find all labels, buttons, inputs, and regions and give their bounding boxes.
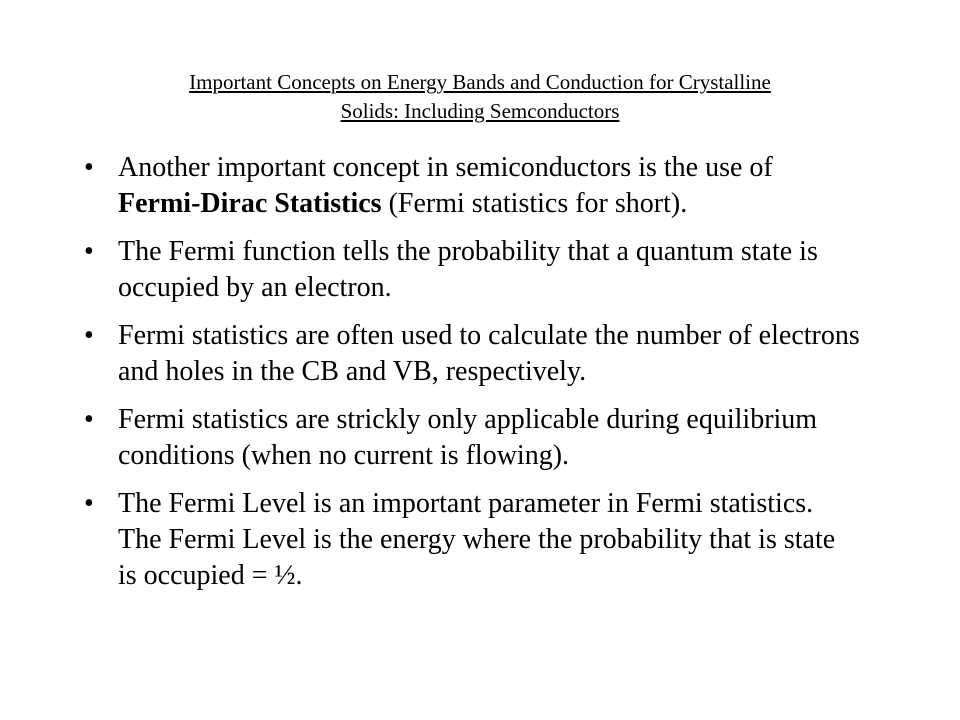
bullet-text-before: Another important concept in semiconductors is the use of bbox=[118, 152, 773, 183]
bullet-dot-icon: • bbox=[84, 404, 94, 435]
bullet-dot-icon: • bbox=[84, 488, 94, 519]
bullet-text-bold: Fermi-Dirac Statistics bbox=[118, 188, 382, 219]
bullet-dot-icon: • bbox=[84, 236, 94, 267]
bullet-item-fermi-level bbox=[0, 486, 960, 594]
bullet-text: Fermi statistics are strickly only applicable during equilibrium conditions (when no current is flowing). bbox=[118, 404, 818, 471]
bullet-dot-icon: • bbox=[84, 320, 94, 351]
bullet-dot-icon: • bbox=[84, 152, 94, 183]
bullet-item-electrons-holes bbox=[0, 318, 960, 390]
bullet-item-equilibrium bbox=[0, 402, 960, 474]
slide-title-line-2: Solids: Including Semconductors bbox=[340, 99, 620, 123]
slide-title-line-1: Important Concepts on Energy Bands and Conduction for Crystalline bbox=[189, 70, 771, 94]
bullet-text: The Fermi function tells the probability that a quantum state is occupied by an electron. bbox=[118, 236, 818, 303]
slide-title bbox=[90, 68, 870, 126]
bullet-list bbox=[0, 150, 960, 606]
bullet-text: Fermi statistics are often used to calculate the number of electrons and holes in the CB and VB, respectively. bbox=[118, 320, 860, 387]
bullet-text bbox=[118, 150, 860, 222]
bullet-text-after: (Fermi statistics for short). bbox=[381, 188, 688, 219]
bullet-item-fermi-dirac bbox=[0, 150, 960, 222]
bullet-item-fermi-function bbox=[0, 234, 960, 306]
bullet-text: The Fermi Level is an important parameter in Fermi statistics. The Fermi Level is the energy where the probability that is state is occupied = ½. bbox=[118, 488, 836, 591]
